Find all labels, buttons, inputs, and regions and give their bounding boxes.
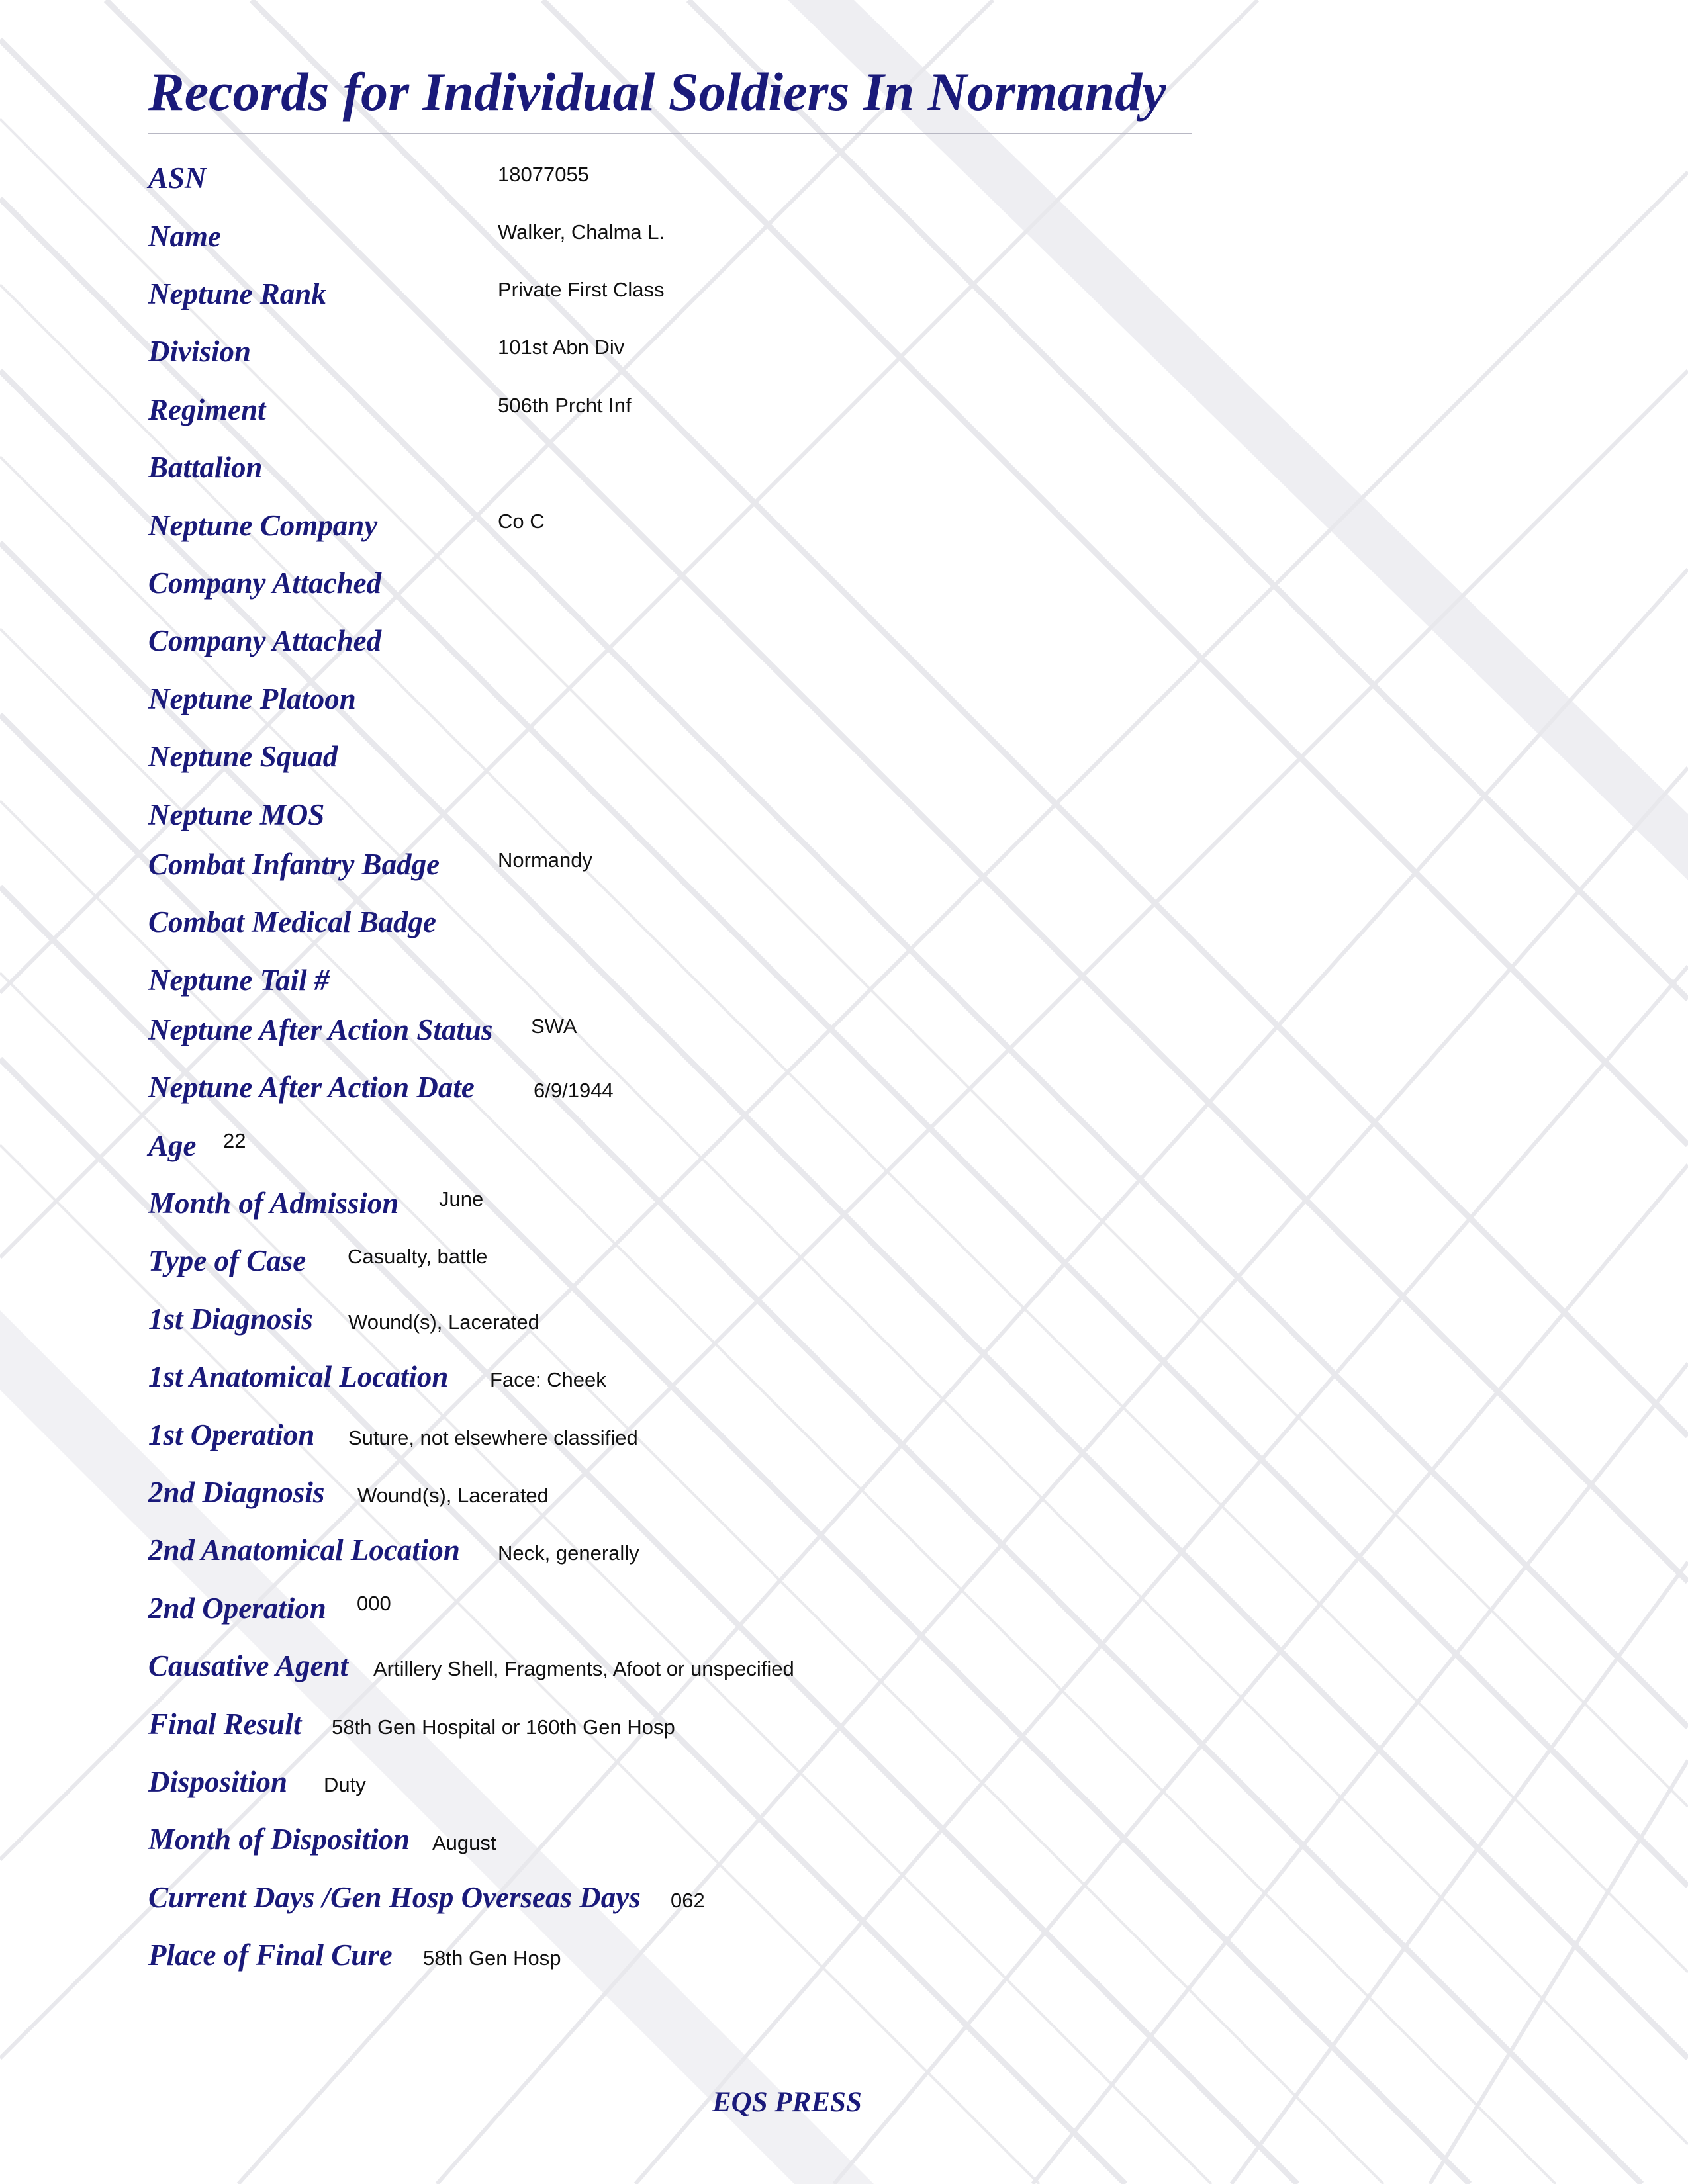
field-label-diagnosis-2: 2nd Diagnosis	[148, 1476, 325, 1509]
field-label-operation-2: 2nd Operation	[148, 1592, 326, 1625]
field-value-operation-1: Suture, not elsewhere classified	[348, 1426, 638, 1449]
field-value-causative-agent: Artillery Shell, Fragments, Afoot or unspecified	[373, 1657, 794, 1680]
footer-publisher: EQS PRESS	[712, 2087, 862, 2118]
field-label-company-attached-2: Company Attached	[148, 624, 382, 657]
field-label-disposition: Disposition	[148, 1765, 288, 1798]
field-value-after-action-status: SWA	[531, 1015, 577, 1038]
field-value-month-disposition: August	[432, 1831, 496, 1854]
page-title: Records for Individual Soldiers In Normandy	[148, 62, 1166, 122]
field-value-location-2: Neck, generally	[498, 1541, 639, 1565]
field-value-diagnosis-2: Wound(s), Lacerated	[357, 1484, 549, 1507]
field-label-age: Age	[148, 1129, 197, 1162]
field-value-after-action-date: 6/9/1944	[534, 1079, 614, 1102]
field-label-regiment: Regiment	[148, 393, 266, 426]
field-value-cib: Normandy	[498, 848, 592, 872]
field-label-rank: Neptune Rank	[148, 277, 326, 310]
field-label-after-action-date: Neptune After Action Date	[148, 1071, 475, 1104]
field-value-final-result: 58th Gen Hospital or 160th Gen Hosp	[332, 1715, 675, 1739]
field-label-company: Neptune Company	[148, 509, 378, 542]
field-value-type-case: Casualty, battle	[348, 1245, 488, 1268]
field-label-cib: Combat Infantry Badge	[148, 848, 440, 881]
field-value-place-cure: 58th Gen Hosp	[423, 1946, 561, 1970]
field-label-asn: ASN	[148, 161, 207, 195]
field-value-rank: Private First Class	[498, 278, 665, 301]
field-label-place-cure: Place of Final Cure	[148, 1938, 393, 1972]
field-value-company: Co C	[498, 510, 545, 533]
field-label-platoon: Neptune Platoon	[148, 682, 356, 715]
field-label-cmb: Combat Medical Badge	[148, 905, 436, 938]
field-label-type-case: Type of Case	[148, 1244, 306, 1277]
field-label-battalion: Battalion	[148, 451, 263, 484]
field-label-location-1: 1st Anatomical Location	[148, 1360, 449, 1393]
field-label-mos: Neptune MOS	[148, 798, 325, 831]
field-label-days: Current Days /Gen Hosp Overseas Days	[148, 1881, 641, 1914]
field-label-tail: Neptune Tail #	[148, 964, 330, 997]
field-value-month-admission: June	[439, 1187, 484, 1210]
field-value-age: 22	[223, 1129, 246, 1152]
field-label-month-admission: Month of Admission	[148, 1187, 399, 1220]
field-label-diagnosis-1: 1st Diagnosis	[148, 1302, 313, 1336]
field-label-causative-agent: Causative Agent	[148, 1649, 349, 1682]
field-label-final-result: Final Result	[148, 1707, 302, 1741]
field-label-after-action-status: Neptune After Action Status	[148, 1013, 493, 1046]
field-value-diagnosis-1: Wound(s), Lacerated	[348, 1310, 539, 1334]
field-label-name: Name	[148, 220, 221, 253]
title-divider	[148, 133, 1192, 134]
field-value-regiment: 506th Prcht Inf	[498, 394, 632, 417]
field-value-location-1: Face: Cheek	[490, 1368, 606, 1391]
field-label-division: Division	[148, 335, 252, 368]
field-value-division: 101st Abn Div	[498, 336, 625, 359]
field-value-operation-2: 000	[357, 1592, 391, 1615]
field-value-disposition: Duty	[324, 1773, 366, 1796]
field-label-operation-1: 1st Operation	[148, 1418, 315, 1451]
field-label-location-2: 2nd Anatomical Location	[148, 1533, 460, 1567]
field-label-squad: Neptune Squad	[148, 740, 338, 773]
field-label-month-disposition: Month of Disposition	[148, 1823, 410, 1856]
field-value-days: 062	[671, 1889, 705, 1912]
field-value-asn: 18077055	[498, 163, 589, 186]
field-label-company-attached-1: Company Attached	[148, 567, 382, 600]
field-value-name: Walker, Chalma L.	[498, 220, 665, 244]
